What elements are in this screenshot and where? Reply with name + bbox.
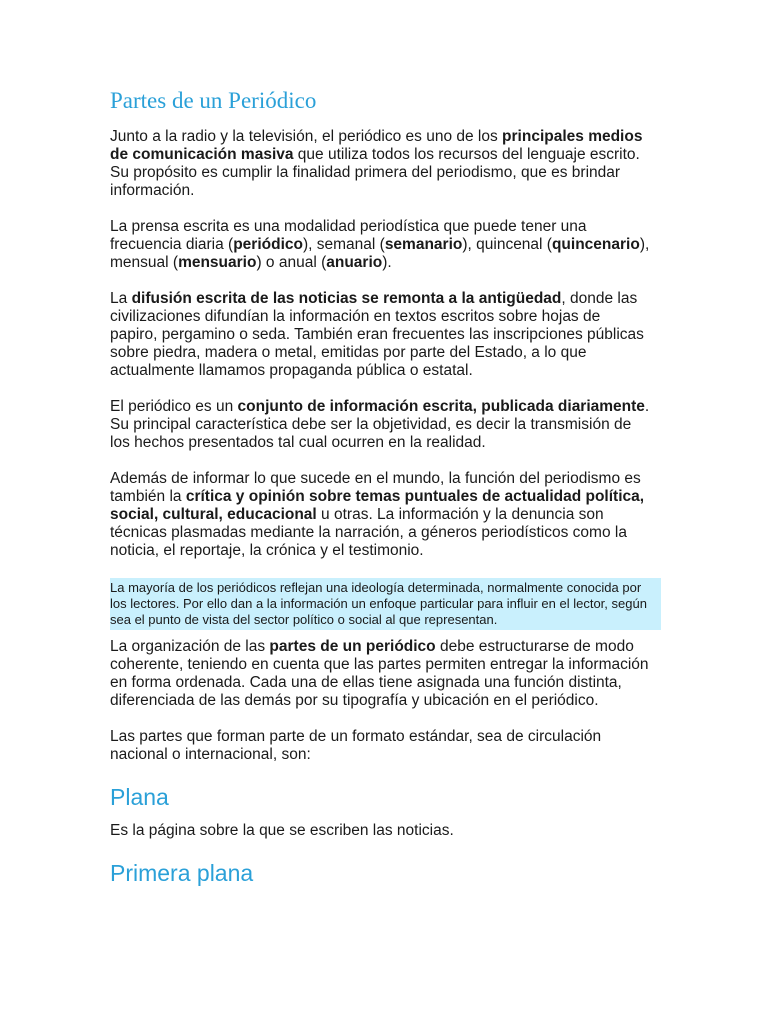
text-run: ), mensual ( [110, 236, 650, 271]
bold-run: anuario [326, 254, 383, 271]
paragraph-history [110, 290, 650, 380]
bold-run: principales medios de comunicación masiva [110, 128, 643, 163]
text-run: ), semanal ( [302, 236, 385, 253]
section-heading-plana: Plana [110, 784, 169, 810]
text-run: La prensa escrita es una modalidad periodística que puede tener una frecuencia diaria ( [110, 218, 587, 253]
section-heading-primera-plana: Primera plana [110, 860, 254, 886]
bold-run: conjunto de información escrita, publicada diariamente [237, 398, 645, 415]
bold-run: semanario [384, 236, 463, 253]
document-title: Partes de un Periódico [110, 88, 317, 113]
paragraph-plana: Es la página sobre la que se escriben las noticias. [110, 822, 454, 839]
text-run: ). [382, 254, 392, 271]
text-run: que utiliza todos los recursos del lenguaje escrito. Su propósito es cumplir la finalidad primera del periodismo, que es brindar información. [110, 146, 640, 199]
text-run: Junto a la radio y la televisión, el periódico es uno de los [110, 128, 503, 145]
paragraph-intro [110, 128, 650, 200]
paragraph-organization [110, 638, 650, 710]
bold-run: partes de un periódico [269, 638, 436, 655]
bold-run: periódico [233, 236, 303, 253]
bold-run: difusión escrita de las noticias se remonta a la antigüedad [131, 290, 562, 307]
document-page [110, 86, 650, 898]
text-run: ) o anual ( [256, 254, 327, 271]
paragraph-definition [110, 398, 650, 452]
text-run: Además de informar lo que sucede en el mundo, la función del periodismo es también la [110, 470, 641, 505]
highlighted-note: La mayoría de los periódicos reflejan una ideología determinada, normalmente conocida por los lectores. Por ello dan a la información un enfoque particular para influir en el lector, según sea el punto de vista del sector político o social al que representan. [110, 578, 661, 630]
text-run: , donde las civilizaciones difundían la información en textos escritos sobre hojas de papiro, pergamino o seda. También eran frecuentes las inscripciones públicas sobre piedra, madera o metal, emitidas por parte del Estado, a lo que actualmente llamamos propaganda pública o estatal. [110, 290, 644, 379]
text-run: El periódico es un [110, 398, 238, 415]
bold-run: mensuario [178, 254, 257, 271]
paragraph-parts-intro: Las partes que forman parte de un formato estándar, sea de circulación nacional o internacional, son: [110, 728, 602, 763]
text-run: . Su principal característica debe ser la objetividad, es decir la transmisión de los hechos presentados tal cual ocurren en la realidad. [110, 398, 650, 451]
text-run: La organización de las [110, 638, 270, 655]
text-run: La [110, 290, 132, 307]
bold-run: crítica y opinión sobre temas puntuales de actualidad política, social, cultural, educacional [110, 488, 645, 523]
text-run: u otras. La información y la denuncia son técnicas plasmadas mediante la narración, a géneros periodísticos como la noticia, el reportaje, la crónica y el testimonio. [110, 506, 627, 559]
text-run: debe estructurarse de modo coherente, teniendo en cuenta que las partes permiten entregar la información en forma ordenada. Cada una de ellas tiene asignada una función distinta, diferenciada de las demás por su tipografía y ubicación en el periódico. [110, 638, 649, 709]
paragraph-frequency [110, 218, 650, 272]
paragraph-function [110, 470, 650, 560]
bold-run: quincenario [551, 236, 640, 253]
text-run: ), quincenal ( [462, 236, 552, 253]
